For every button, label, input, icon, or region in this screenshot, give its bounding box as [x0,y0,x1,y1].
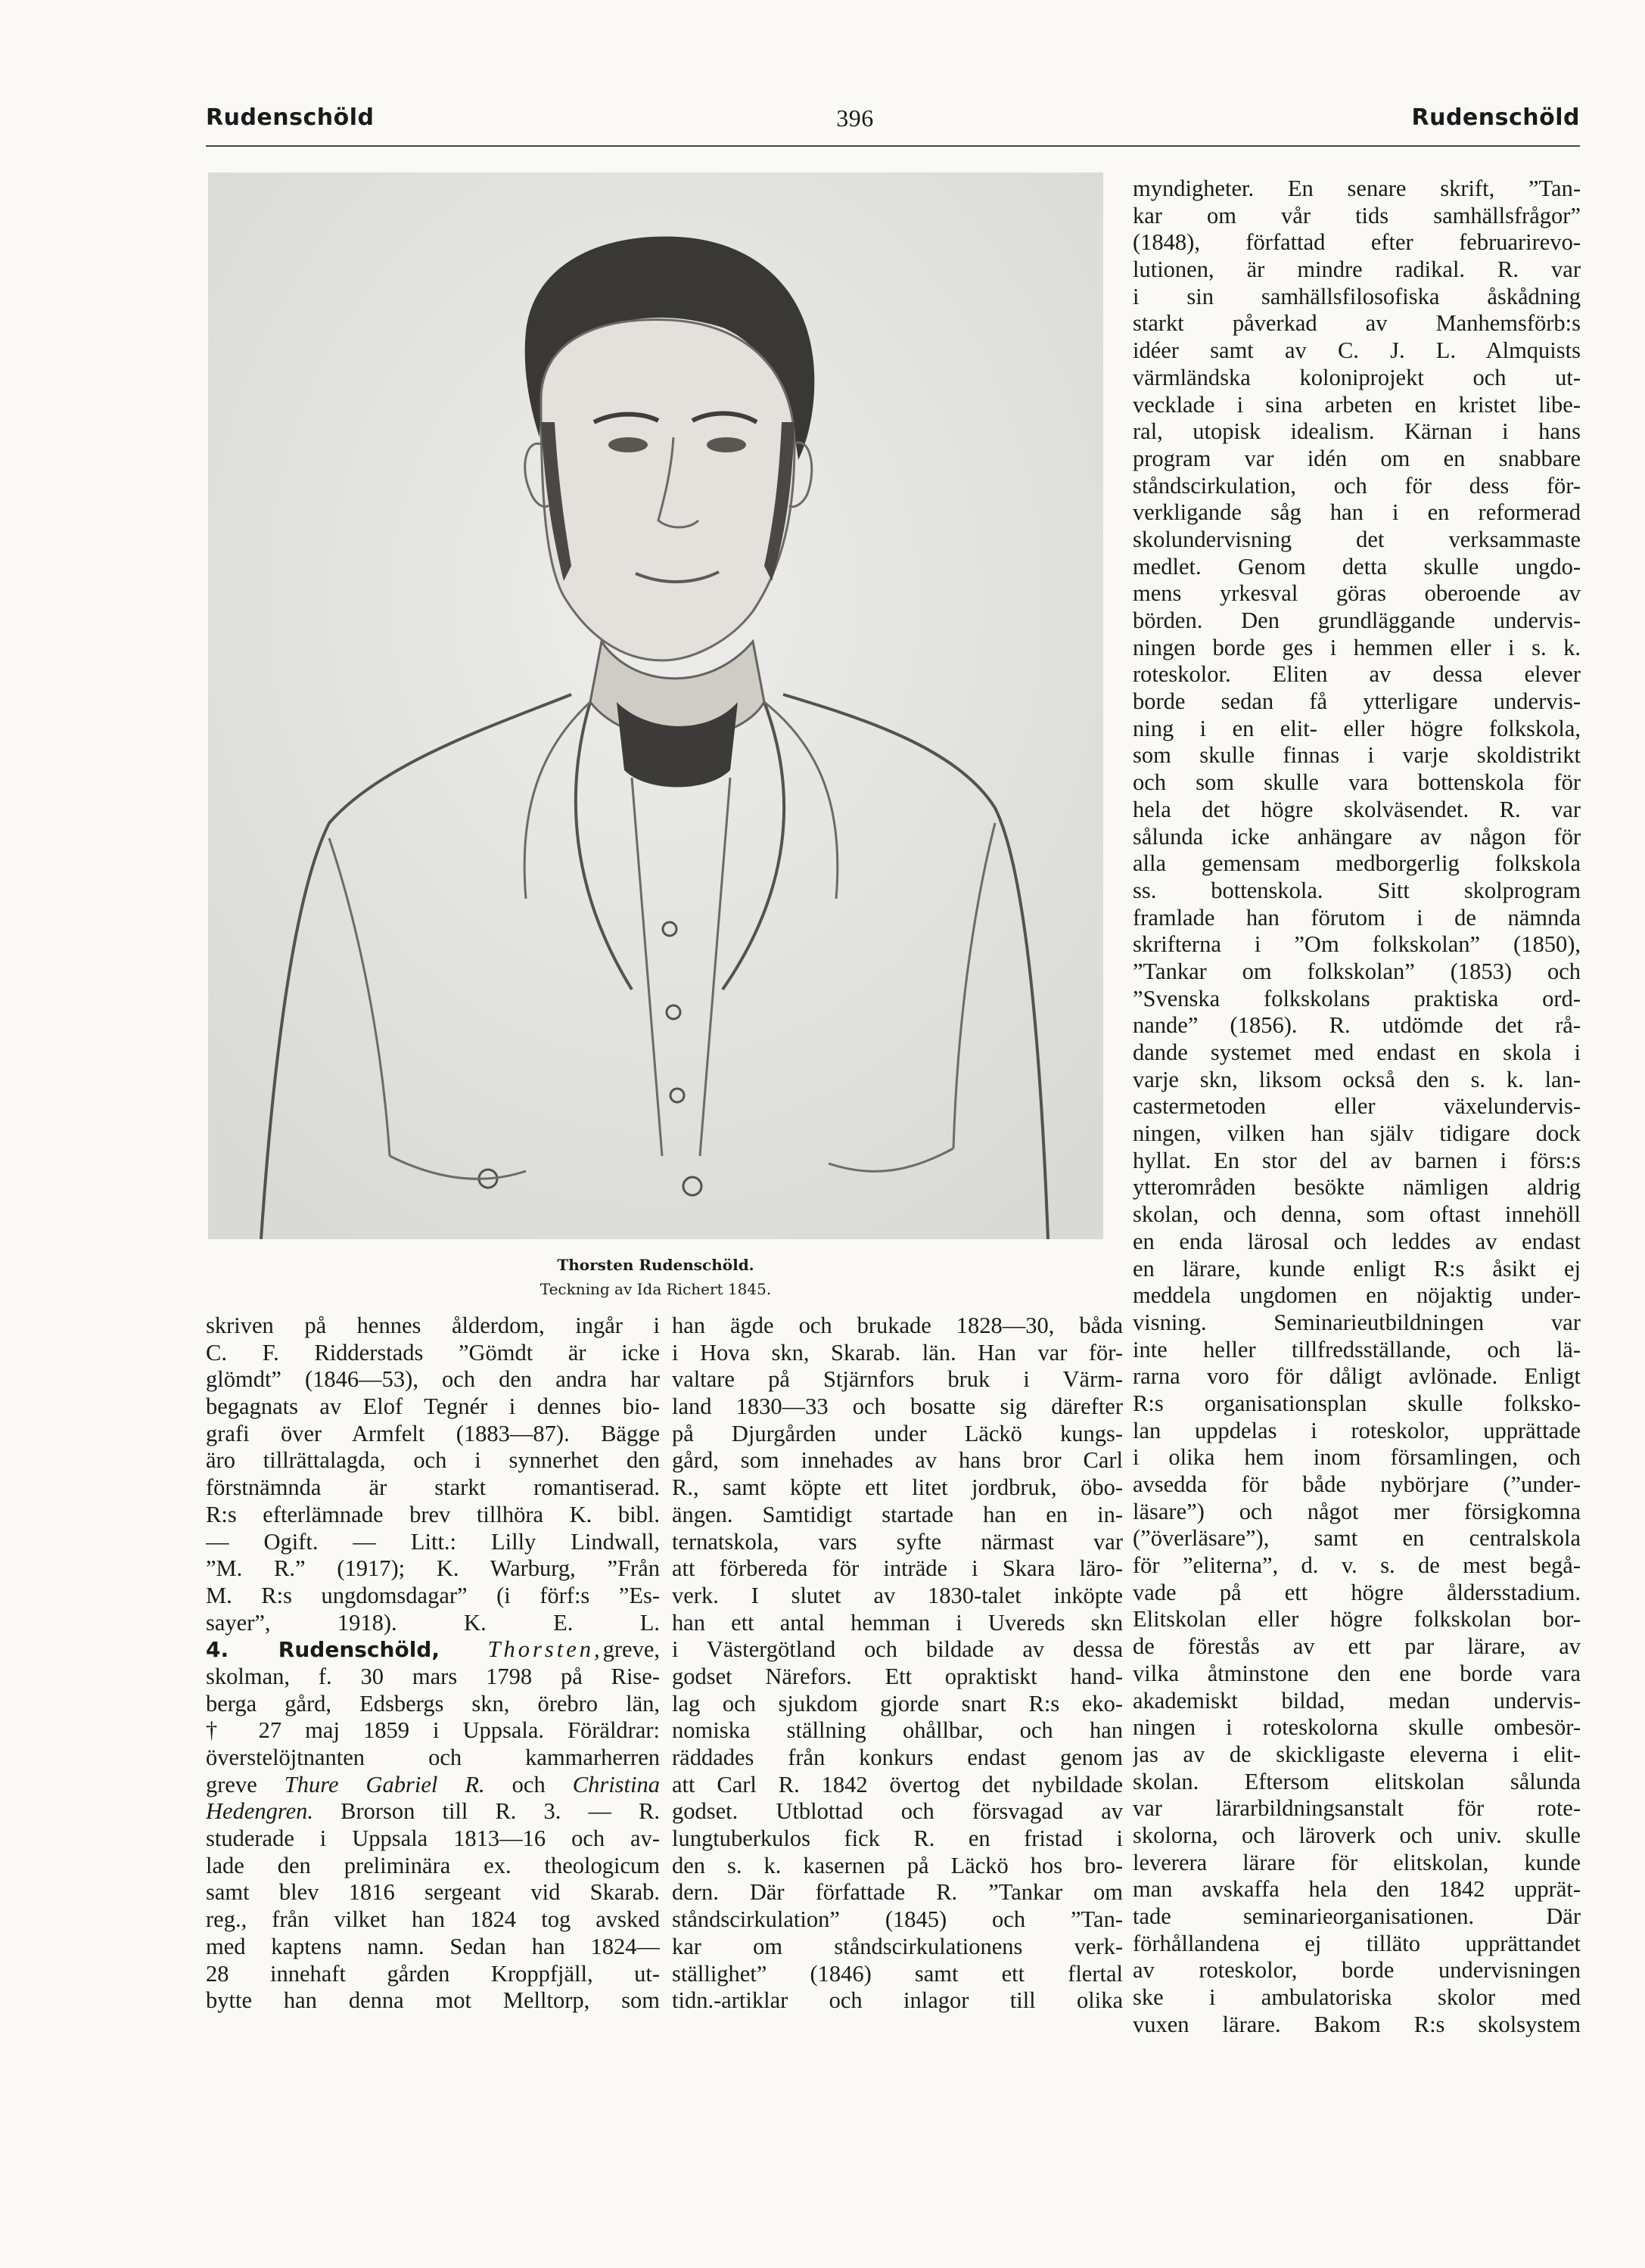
text-line: (”överläsare”), samt en centralskola [1133,1525,1581,1552]
text-line: och som skulle vara bottenskola för [1133,769,1581,796]
text-line: akademiskt bildad, medan undervis- [1133,1687,1581,1713]
text-column-1 [206,1313,660,2015]
text-line: förstnämnda är starkt romantiserad. [206,1474,660,1501]
text-line: läsare”) och något mer försigkomna [1133,1498,1581,1524]
page-number: 396 [836,104,874,132]
text-column-3 [1133,176,1581,2038]
text-line: avsedda för både nybörjare (”under- [1133,1471,1581,1497]
text-line: dande systemet med endast en skola i [1133,1039,1581,1065]
text-line: gård, som innehades av hans bror Carl [672,1447,1123,1474]
text-line: en enda lärosal och leddes av endast [1133,1228,1581,1254]
text-line: i olika hem inom församlingen, och [1133,1444,1581,1471]
text-line: roteskolor. Eliten av dessa elever [1133,661,1581,688]
text-line: vilka åtminstone den ene borde vara [1133,1660,1581,1686]
text-line: att Carl R. 1842 övertog det nybildade [672,1771,1123,1797]
header-rule [206,145,1580,147]
text-line: skolan. Eftersom elitskolan sålunda [1133,1768,1581,1794]
text-line: verk. I slutet av 1830-talet inköpte [672,1582,1123,1608]
text-line: skolman, f. 30 mars 1798 på Rise- [206,1663,660,1689]
text-line: godset Närefors. Ett opraktiskt hand- [672,1663,1123,1689]
text-line: skriven på hennes ålderdom, ingår i [206,1313,660,1338]
text-line: samt blev 1816 sergeant vid Skarab. [206,1879,660,1906]
text-line: ningen, vilken han själv tidigare dock [1133,1120,1581,1147]
text-line: ståndscirkulation” (1845) och ”Tan- [672,1906,1123,1933]
text-line: Elitskolan eller högre folkskolan bor- [1133,1606,1581,1633]
text-line: skrifterna i ”Om folkskolan” (1850), [1133,931,1581,958]
parents-and: och [512,1771,546,1797]
text-line: lungtuberkulos fick R. en fristad i [672,1825,1123,1852]
text-line: av roteskolor, borde undervisningen [1133,1957,1581,1984]
text-line: ängen. Samtidigt startade han en in- [672,1501,1123,1527]
after-mother: Brorson till R. 3. — R. [341,1798,660,1825]
text-line: vecklade i sina arbeten en kristet libe- [1133,391,1581,418]
text-line: den s. k. kasernen på Läckö hos bro- [672,1852,1123,1878]
father-name: Thure Gabriel R. [284,1771,485,1797]
text-line: — Ogift. — Litt.: Lilly Lindwall, [206,1528,660,1555]
text-line: meddela ungdomen en nöjaktig under- [1133,1282,1581,1309]
portrait-sketch [208,172,1103,1239]
text-line: han ett antal hemman i Uvereds skn [672,1609,1123,1636]
figure-caption-credit: Teckning av Ida Richert 1845. [540,1280,772,1298]
text-line: godset. Utblottad och försvagad av [672,1798,1123,1825]
text-line: äro tillrättalagda, och i synnerhet den [206,1447,660,1474]
text-line: han ägde och brukade 1828—30, båda [672,1313,1123,1338]
text-column-2 [672,1313,1123,2015]
text-line: mens yrkesval göras oberoende av [1133,580,1581,607]
mother-last-name: Hedengren. [206,1798,314,1825]
text-line: alla gemensam medborgerlig folkskola [1133,850,1581,877]
text-line: R:s organisationsplan skulle folksko- [1133,1390,1581,1416]
text-line: nande” (1856). R. utdömde det rå- [1133,1012,1581,1039]
text-line: ske i ambulatoriska skolor med [1133,1984,1581,2011]
text-line: en lärare, kunde enligt R:s åsikt ej [1133,1255,1581,1282]
text-line: förhållandena ej tilläto upprättandet [1133,1930,1581,1956]
text-line: var lärarbildningsanstalt för rote- [1133,1795,1581,1822]
text-line: (1848), författad efter februarirevo- [1133,229,1581,256]
text-line: lan uppdelas i roteskolor, upprättade [1133,1417,1581,1443]
text-line: ningen borde ges i hemmen eller i s. k. [1133,634,1581,660]
parents-prefix: greve [206,1771,257,1797]
text-line: bytte han denna mot Melltorp, som [206,1987,660,2014]
text-line: verkligande såg han i en reformerad [1133,499,1581,526]
mother-first-name: Christina [572,1771,660,1797]
parents-line [206,1772,660,1799]
text-line: i sin samhällsfilosofiska åskådning [1133,283,1581,309]
text-line: glömdt” (1846—53), och den andra har [206,1366,660,1393]
text-line: skolundervisning det verksammaste [1133,526,1581,552]
text-line: ral, utopisk idealism. Kärnan i hans [1133,418,1581,445]
text-line: berga gård, Edsbergs skn, örebro län, [206,1690,660,1717]
text-line: ”Tankar om folkskolan” (1853) och [1133,958,1581,984]
text-line: ståndscirkulation, och för dess för- [1133,472,1581,499]
text-line: starkt påverkad av Manhemsförb:s [1133,310,1581,337]
text-line: jas av de skickligaste eleverna i elit- [1133,1741,1581,1767]
entry-given-name: Thorsten, [487,1636,603,1663]
entry-title: greve, [602,1636,660,1663]
text-line: castermetoden eller växelundervis- [1133,1093,1581,1120]
text-line: myndigheter. En senare skrift, ”Tan- [1133,176,1581,201]
text-line: lag och sjukdom gjorde snart R:s eko- [672,1690,1123,1717]
text-line: börden. Den grundläggande undervis- [1133,607,1581,633]
text-line: reg., från vilket han 1824 tog avsked [206,1906,660,1933]
portrait-drawing [208,172,1103,1239]
text-line: dern. Där författade R. ”Tankar om [672,1879,1123,1906]
text-line: hela det högre skolväsendet. R. var [1133,796,1581,822]
text-line: räddades från konkurs endast genom [672,1744,1123,1770]
text-line: som skulle finnas i varje skoldistrikt [1133,742,1581,769]
running-head-left: Rudenschöld [206,104,375,131]
text-line: sålunda icke anhängare av någon för [1133,823,1581,850]
text-line: kar om ståndscirkulationens verk- [672,1933,1123,1959]
text-line: i Hova skn, Skarab. län. Han var för- [672,1339,1123,1365]
text-line: överstelöjtnanten och kammarherren [206,1744,660,1770]
text-line: lade den preliminära ex. theologicum [206,1852,660,1878]
text-line: medlet. Genom detta skulle ungdo- [1133,553,1581,579]
text-line: skolorna, och läroverk och univ. skulle [1133,1822,1581,1848]
text-line: lutionen, är mindre radikal. R. var [1133,256,1581,283]
text-line: M. R:s ungdomsdagar” (i förf:s ”Es- [206,1582,660,1608]
text-line: skolan, och denna, som oftast innehöll [1133,1201,1581,1228]
text-line: på Djurgården under Läckö kungs- [672,1420,1123,1446]
text-line: R., samt köpte ett litet jordbruk, öbo- [672,1474,1123,1501]
text-line: program var idén om en snabbare [1133,445,1581,471]
text-line: inte heller tillfredsställande, och lä- [1133,1336,1581,1362]
text-line: för ”eliterna”, d. v. s. de mest begå- [1133,1552,1581,1579]
text-line: borde sedan få ytterligare undervis- [1133,688,1581,715]
text-line: vade på ett högre åldersstadium. [1133,1579,1581,1605]
text-line: rarna voro för dåligt avlönade. Enligt [1133,1363,1581,1390]
text-line: ternatskola, vars syfte närmast var [672,1528,1123,1555]
text-line: begagnats av Elof Tegnér i dennes bio- [206,1393,660,1420]
mother-line [206,1798,660,1825]
text-line: leverera lärare för elitskolan, kunde [1133,1849,1581,1875]
text-line: de förestås av ett par lärare, av [1133,1633,1581,1660]
text-line: varje skn, liksom också den s. k. lan- [1133,1066,1581,1092]
text-line: ställighet” (1846) samt ett flertal [672,1960,1123,1987]
text-line: med kaptens namn. Sedan han 1824— [206,1933,660,1959]
text-line: † 27 maj 1859 i Uppsala. Föräldrar: [206,1717,660,1744]
text-line: att förbereda för inträde i Skara läro- [672,1555,1123,1582]
running-head-right: Rudenschöld [1411,104,1580,131]
text-line: tade seminarieorganisationen. Där [1133,1903,1581,1929]
text-line: ning i en elit- eller högre folkskola, [1133,715,1581,741]
text-line: i Västergötland och bildade av dessa [672,1636,1123,1663]
text-line-signature: sayer”, 1918). K. E. L. [206,1609,660,1636]
text-line: vuxen lärare. Bakom R:s skolsystem [1133,2011,1581,2037]
text-line: idéer samt av C. J. L. Almquists [1133,337,1581,364]
entry-heading: 4. Rudenschöld, [206,1637,440,1663]
text-line: grafi över Armfelt (1883—87). Bägge [206,1420,660,1446]
text-line: tidn.-artiklar och inlagor till olika [672,1987,1123,2014]
text-line: studerade i Uppsala 1813—16 och av- [206,1825,660,1852]
text-line: ningen i roteskolorna skulle ombesör- [1133,1714,1581,1741]
text-line: ”Svenska folkskolans praktiska ord- [1133,985,1581,1011]
entry-heading-line [206,1636,660,1664]
text-line: man avskaffa hela den 1842 upprät- [1133,1876,1581,1903]
text-line: 28 innehaft gården Kroppfjäll, ut- [206,1960,660,1987]
text-line: ss. bottenskola. Sitt skolprogram [1133,877,1581,903]
text-line: nomiska ställning ohållbar, och han [672,1717,1123,1744]
text-line: land 1830—33 och bosatte sig därefter [672,1393,1123,1420]
text-line: ytterområden besökte nämligen aldrig [1133,1174,1581,1201]
text-line: framlade han förutom i de nämnda [1133,904,1581,931]
text-line: C. F. Ridderstads ”Gömdt är icke [206,1339,660,1365]
text-line: valtare på Stjärnfors bruk i Värm- [672,1366,1123,1393]
text-line: R:s efterlämnade brev tillhöra K. bibl. [206,1501,660,1527]
text-line: visning. Seminarieutbildningen var [1133,1309,1581,1335]
text-line: kar om vår tids samhällsfrågor” [1133,202,1581,228]
text-line: hyllat. En stor del av barnen i förs:s [1133,1147,1581,1173]
text-line: ”M. R.” (1917); K. Warburg, ”Från [206,1555,660,1582]
figure-caption-title: Thorsten Rudenschöld. [557,1256,754,1274]
text-line: värmländska koloniprojekt och ut- [1133,364,1581,390]
